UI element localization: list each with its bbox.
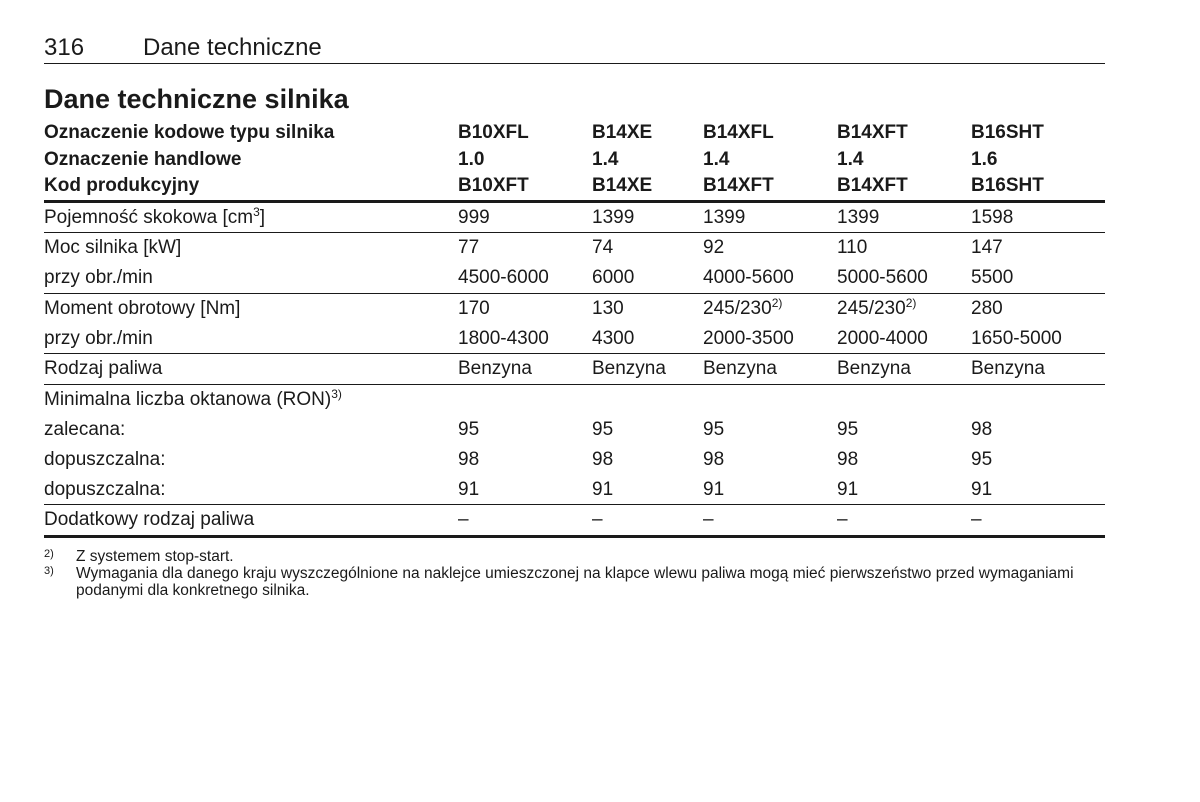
footnote-text: Z systemem stop-start. <box>76 548 234 565</box>
cell-value: Benzyna <box>971 354 1105 385</box>
cell-value: 5500 <box>971 263 1105 293</box>
cell-value: 95 <box>837 419 859 441</box>
label-text: Pojemność skokowa [cm <box>44 206 254 228</box>
cell-value <box>971 293 1105 323</box>
row-label: Kod produkcyjny <box>44 173 458 201</box>
cell-value: 98 <box>703 448 725 470</box>
cell-value: B10XFL <box>458 122 529 143</box>
row-trade-name <box>44 147 1105 174</box>
cell-value: 1.4 <box>592 148 619 170</box>
row-octane-heading <box>44 385 1105 415</box>
value-text: 245/230 <box>837 297 906 319</box>
cell-value: 147 <box>971 237 1003 259</box>
cell-empty <box>592 385 703 415</box>
cell-value: – <box>592 505 703 537</box>
row-label: dopuszczalna: <box>44 448 166 470</box>
row-label: zalecana: <box>44 419 126 441</box>
value-text: 280 <box>971 297 1003 319</box>
row-label <box>44 385 458 415</box>
cell-value <box>458 293 592 323</box>
cell-value: 98 <box>971 419 993 441</box>
cell-value: 91 <box>458 475 592 505</box>
row-engine-code <box>44 120 1105 147</box>
footnote-ref: 3) <box>331 387 342 402</box>
row-power-rpm <box>44 263 1105 293</box>
label-superscript: 3 <box>253 204 260 219</box>
cell-empty <box>458 385 592 415</box>
cell-value: 1598 <box>971 201 1105 233</box>
cell-value: 1399 <box>703 201 837 233</box>
row-production-code <box>44 173 1105 201</box>
cell-value: 2000-3500 <box>703 324 837 354</box>
cell-value: 2000-4000 <box>837 324 971 354</box>
cell-value: B16SHT <box>971 122 1044 143</box>
footnote <box>44 548 1109 565</box>
cell-value: 110 <box>837 237 868 259</box>
cell-value: 5000-5600 <box>837 263 971 293</box>
row-label: Oznaczenie kodowe typu silnika <box>44 122 335 143</box>
cell-value: 91 <box>592 475 703 505</box>
cell-value: 91 <box>703 475 837 505</box>
cell-value: B14XFL <box>703 122 774 143</box>
row-torque <box>44 293 1105 323</box>
footnote-marker: 3) <box>44 565 54 577</box>
running-title: Dane techniczne <box>143 34 322 61</box>
cell-value: B14XE <box>592 122 653 143</box>
cell-value: 1399 <box>837 201 971 233</box>
row-additional-fuel <box>44 505 1105 537</box>
footnote-marker: 2) <box>44 548 54 560</box>
cell-value: 6000 <box>592 263 703 293</box>
cell-value: 4000-5600 <box>703 263 837 293</box>
cell-value: B14XFT <box>703 173 837 201</box>
cell-value: 4500-6000 <box>458 263 592 293</box>
cell-value: 1800-4300 <box>458 324 592 354</box>
cell-value: – <box>837 505 971 537</box>
cell-value: 1399 <box>592 201 703 233</box>
cell-empty <box>971 385 1105 415</box>
cell-value: Benzyna <box>837 354 971 385</box>
cell-value: 98 <box>458 448 480 470</box>
label-text: Minimalna liczba oktanowa (RON) <box>44 389 332 411</box>
section-title: Dane techniczne silnika <box>44 84 349 114</box>
cell-value: 74 <box>592 237 614 259</box>
cell-value <box>592 293 703 323</box>
cell-value: Benzyna <box>592 354 703 385</box>
cell-value: B14XFT <box>837 173 971 201</box>
row-label <box>44 201 458 233</box>
cell-value: 92 <box>703 237 725 259</box>
cell-value: 98 <box>837 448 859 470</box>
cell-value: 95 <box>971 448 993 470</box>
row-displacement <box>44 201 1105 233</box>
cell-value: – <box>703 505 837 537</box>
cell-value: – <box>458 505 592 537</box>
cell-value: 98 <box>592 448 614 470</box>
row-label: Rodzaj paliwa <box>44 354 458 385</box>
cell-value <box>703 293 837 323</box>
cell-empty <box>837 385 971 415</box>
row-octane-permitted <box>44 445 1105 475</box>
cell-value: 91 <box>837 475 971 505</box>
cell-value: Benzyna <box>458 354 592 385</box>
row-label: przy obr./min <box>44 324 458 354</box>
cell-value: 999 <box>458 201 592 233</box>
cell-value: 1.4 <box>703 148 730 170</box>
cell-value: Benzyna <box>703 354 837 385</box>
cell-value: 91 <box>971 475 1105 505</box>
value-text: 170 <box>458 297 490 319</box>
label-suffix: ] <box>259 206 266 228</box>
row-label: dopuszczalna: <box>44 475 458 505</box>
cell-value: B10XFT <box>458 173 592 201</box>
cell-value: 1650-5000 <box>971 324 1105 354</box>
row-label: Dodatkowy rodzaj paliwa <box>44 505 458 537</box>
cell-value: 4300 <box>592 324 703 354</box>
cell-value: 77 <box>458 237 480 259</box>
row-octane-recommended <box>44 415 1105 445</box>
footnote-text: Wymagania dla danego kraju wyszczególnione na naklejce umieszczonej na klapce wlewu paliwa mogą mieć pierwszeństwo przed wymaganiami podanymi dla konkretnego silnika. <box>76 565 1074 599</box>
cell-value: 1.0 <box>458 148 485 170</box>
cell-value: 1.6 <box>971 148 998 170</box>
footnote-ref: 2) <box>771 295 783 310</box>
row-label: Moc silnika [kW] <box>44 237 182 259</box>
footnote <box>44 565 1109 599</box>
cell-value: 1.4 <box>837 148 864 170</box>
cell-value: – <box>971 505 1105 537</box>
cell-value <box>837 293 971 323</box>
row-torque-rpm <box>44 324 1105 354</box>
cell-value: 95 <box>703 419 725 441</box>
footnote-ref: 2) <box>905 295 917 310</box>
cell-value: 95 <box>458 419 480 441</box>
row-label: przy obr./min <box>44 263 458 293</box>
row-fuel-type <box>44 354 1105 385</box>
value-text: 130 <box>592 297 624 319</box>
row-octane-permitted <box>44 475 1105 505</box>
row-power <box>44 233 1105 263</box>
cell-empty <box>703 385 837 415</box>
cell-value: B14XE <box>592 173 703 201</box>
engine-spec-table <box>44 120 1105 538</box>
cell-value: B14XFT <box>837 122 908 143</box>
cell-value: 95 <box>592 419 614 441</box>
header-rule <box>44 63 1105 64</box>
cell-value: B16SHT <box>971 173 1105 201</box>
value-text: 245/230 <box>703 297 772 319</box>
page-number: 316 <box>44 34 85 61</box>
row-label: Oznaczenie handlowe <box>44 148 242 170</box>
row-label: Moment obrotowy [Nm] <box>44 297 241 319</box>
page-header <box>44 34 1105 64</box>
footnotes <box>44 548 1109 599</box>
